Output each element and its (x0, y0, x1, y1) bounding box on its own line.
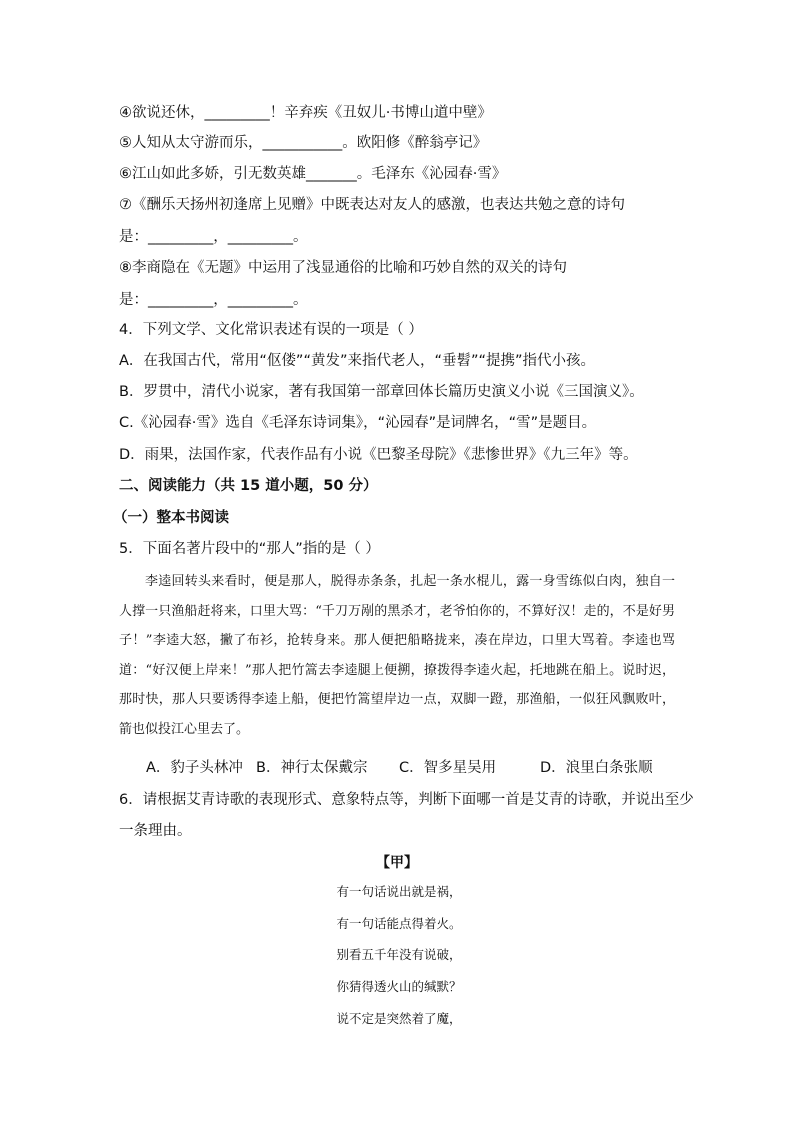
q5-stem: 5．下面名著片段中的“那人”指的是（ ） (119, 541, 380, 557)
section-heading: 二、阅读能力（共 15 道小题，50 分） (119, 478, 378, 494)
q4-option-d: D．雨果，法国作家，代表作品有小说《巴黎圣母院》《悲惨世界》《九三年》等。 (119, 447, 638, 463)
q3-item-5: ⑤人知从太守游而乐，___________。欧阳修《醉翁亭记》 (119, 135, 488, 151)
q5-option-d: D．浪里白条张顺 (540, 760, 653, 776)
poem-line: 有一句话能点得着火。 (336, 916, 462, 931)
poem-title: 【甲】 (376, 855, 418, 871)
q6-stem-line1: 6．请根据艾青诗歌的表现形式、意象特点等，判断下面哪一首是艾青的诗歌，并说出至少 (119, 792, 694, 808)
q4-option-b: B．罗贯中，清代小说家，著有我国第一部章回体长篇历史演义小说《三国演义》。 (119, 384, 644, 400)
q5-option-b: B．神行太保戴宗 (256, 760, 368, 776)
poem-line: 你猜得透火山的缄默？ (336, 979, 462, 994)
q4-option-c: C.《沁园春·雪》选自《毛泽东诗词集》，“沁园春”是词牌名，“雪”是题目。 (119, 415, 597, 431)
q5-passage (119, 567, 675, 744)
q4-option-a: A．在我国古代，常用“伛偻”“黄发”来指代老人，“垂髫”“提携”指代小孩。 (119, 353, 596, 369)
poem-line: 别看五千年没有说破， (336, 947, 462, 962)
subsection-heading: （一）整本书阅读 (113, 510, 229, 526)
q6-stem-line2: 一条理由。 (119, 823, 192, 839)
q5-option-a: A．豹子头林冲 (146, 760, 243, 776)
q5-option-c: C．智多星吴用 (399, 760, 497, 776)
q5-passage-text: 李逵回转头来看时，便是那人，脱得赤条条，扎起一条水棍儿，露一身雪练似白肉，独自一人撑一只渔船赶将来，口里大骂：“千刀万剐的黑杀才，老爷怕你的，不算好汉！走的，不是好男子！”李逵大怒，撇了布衫，抢转身来。那人便把船略拢来，凑在岸边，口里大骂着。李逵也骂道：“好汉便上岸来！”那人把竹篙去李逵腿上便搠，撩拨得李逵火起，托地跳在船上。说时迟，那时快，那人只要诱得李逵上船，便把竹篙望岸边一点，双脚一蹬，那渔船，一似狂风飘败叶，箭也似投江心里去了。 (119, 574, 675, 737)
q3-item-6: ⑥江山如此多娇，引无数英雄_______。毛泽东《沁园春·雪》 (119, 166, 507, 182)
q5-options (146, 758, 653, 778)
q3-item-8-line2: 是：_________，_________。 (119, 292, 308, 308)
poem-line: 有一句话说出就是祸， (336, 884, 462, 899)
q4-stem: 4．下列文学、文化常识表述有误的一项是（ ） (119, 322, 423, 338)
q3-item-7-line2: 是：_________，_________。 (119, 229, 308, 245)
q3-item-8-line1: ⑧李商隐在《无题》中运用了浅显通俗的比喻和巧妙自然的双关的诗句 (119, 260, 567, 276)
q3-item-4: ④欲说还休，_________！辛弃疾《丑奴儿·书博山道中壁》 (119, 105, 492, 121)
q3-item-7-line1: ⑦《酬乐天扬州初逢席上见赠》中既表达对友人的感激，也表达共勉之意的诗句 (119, 197, 625, 213)
poem-line: 说不定是突然着了魔， (336, 1011, 462, 1026)
